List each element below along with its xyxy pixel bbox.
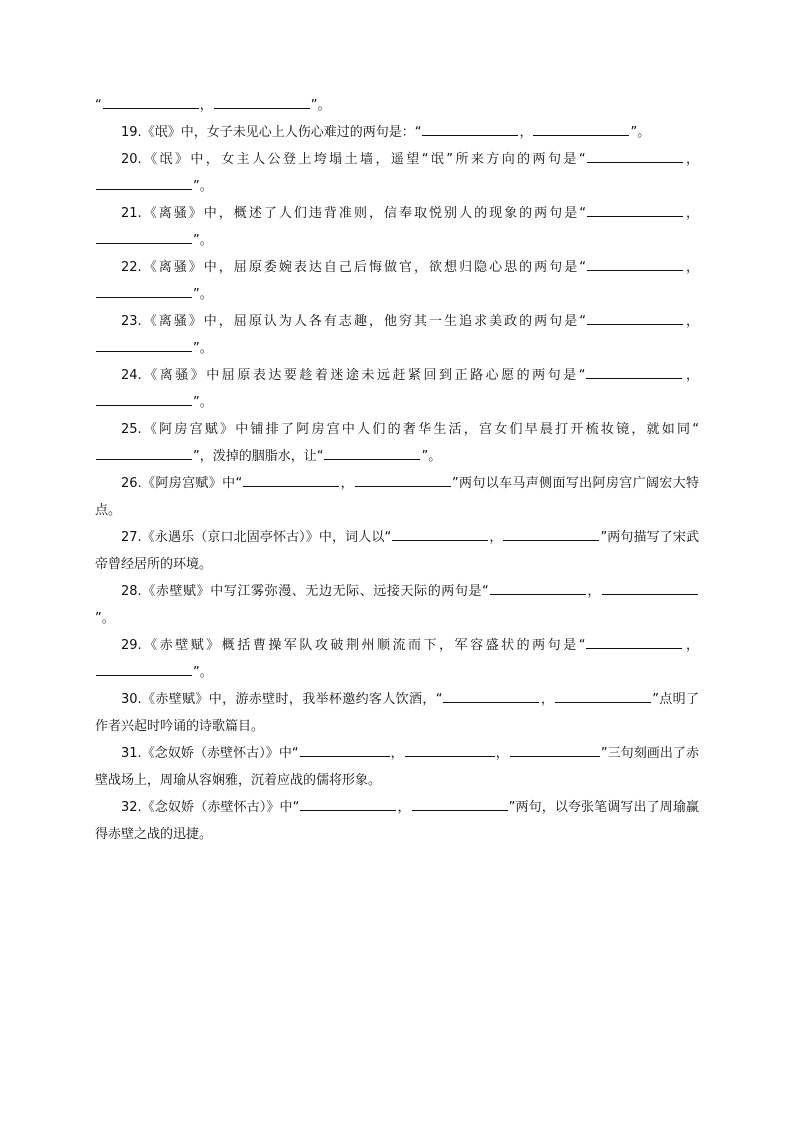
answer-blank[interactable] — [443, 691, 539, 703]
answer-blank[interactable] — [412, 799, 508, 811]
separator: ， — [390, 746, 404, 761]
question-number: 28. — [121, 584, 142, 599]
question-number: 23. — [121, 314, 142, 329]
answer-blank[interactable] — [490, 583, 586, 595]
question-text: 《永遇乐（京口北固亭怀古）》中，词人以“ — [141, 530, 392, 545]
question-number: 24. — [121, 368, 142, 383]
question-text: ”两句以车马声侧面写出阿房宫广阔宏大特点。 — [95, 476, 699, 518]
question-text: ”。 — [193, 179, 213, 194]
separator: ， — [683, 152, 699, 167]
question-text: ”。 — [193, 665, 213, 680]
question-text: 《念奴娇（赤壁怀古）》中“ — [141, 800, 300, 815]
question-text: ”点明了作者兴起时吟诵的诗歌篇目。 — [95, 692, 699, 734]
question-26 — [95, 470, 699, 524]
answer-blank[interactable] — [587, 259, 683, 271]
worksheet-page — [95, 92, 699, 848]
separator: ， — [495, 746, 509, 761]
answer-blank[interactable] — [555, 691, 651, 703]
question-number: 19. — [121, 125, 142, 140]
separator: ， — [340, 476, 354, 491]
question-32 — [95, 794, 699, 848]
question-text: ”两句，以夸张笔调写出了周瑜赢得赤壁之战的迅捷。 — [95, 800, 699, 842]
question-number: 20. — [121, 152, 142, 167]
question-text: 《赤壁赋》中写江雾弥漫、无边无际、远接天际的两句是“ — [141, 584, 489, 599]
question-text: ”。 — [193, 233, 213, 248]
question-text: ”。 — [193, 395, 213, 410]
question-22 — [95, 254, 699, 308]
question-18-continuation — [95, 92, 699, 119]
answer-blank[interactable] — [214, 97, 310, 109]
question-27 — [95, 524, 699, 578]
separator: ， — [683, 638, 699, 653]
answer-blank[interactable] — [96, 286, 192, 298]
question-19 — [95, 119, 699, 146]
answer-blank[interactable] — [586, 637, 682, 649]
question-20 — [95, 146, 699, 200]
question-number: 26. — [121, 476, 142, 491]
answer-blank[interactable] — [96, 664, 192, 676]
answer-blank[interactable] — [96, 178, 192, 190]
answer-blank[interactable] — [96, 232, 192, 244]
answer-blank[interactable] — [96, 448, 192, 460]
question-number: 22. — [121, 260, 142, 275]
question-text: ”。 — [630, 125, 651, 140]
question-text: “ — [95, 98, 102, 113]
question-number: 30. — [121, 692, 142, 707]
question-text: 《离骚》中屈原表达要趁着迷途未远赶紧回到正路心愿的两句是“ — [141, 368, 586, 383]
question-text: ”三句刻画出了赤壁战场上，周瑜从容娴雅，沉着应战的儒将形象。 — [95, 746, 699, 788]
answer-blank[interactable] — [96, 340, 192, 352]
question-25 — [95, 416, 699, 470]
question-text: 《离骚》中，屈原认为人各有志趣，他穷其一生追求美政的两句是“ — [141, 314, 586, 329]
question-23 — [95, 308, 699, 362]
answer-blank[interactable] — [533, 124, 629, 136]
question-number: 21. — [121, 206, 142, 221]
separator: ， — [683, 368, 699, 383]
question-text: 《念奴娇（赤壁怀古）》中“ — [141, 746, 299, 761]
answer-blank[interactable] — [324, 448, 420, 460]
question-text: ”。 — [193, 287, 213, 302]
question-number: 27. — [121, 530, 142, 545]
question-text: 《离骚》中，概述了人们违背准则，信奉取悦别人的现象的两句是“ — [141, 206, 586, 221]
question-text: 《离骚》中，屈原委婉表达自己后悔做官，欲想归隐心思的两句是“ — [141, 260, 586, 275]
question-21 — [95, 200, 699, 254]
answer-blank[interactable] — [602, 583, 698, 595]
question-number: 31. — [121, 746, 142, 761]
question-text: 《赤壁赋》中，游赤壁时，我举杯邀约客人饮酒，“ — [141, 692, 443, 707]
answer-blank[interactable] — [586, 367, 682, 379]
question-number: 25. — [121, 422, 142, 437]
question-text: ”。 — [310, 98, 331, 113]
separator: ， — [519, 125, 533, 140]
question-number: 29. — [121, 638, 142, 653]
answer-blank[interactable] — [103, 97, 199, 109]
question-31 — [95, 740, 699, 794]
separator: ， — [397, 800, 411, 815]
answer-blank[interactable] — [510, 745, 600, 757]
answer-blank[interactable] — [587, 313, 683, 325]
question-text: ”。 — [193, 341, 213, 356]
answer-blank[interactable] — [503, 529, 599, 541]
question-number: 32. — [121, 800, 142, 815]
question-text: ”，泼掉的胭脂水，让“ — [193, 449, 324, 464]
answer-blank[interactable] — [243, 475, 339, 487]
separator: ， — [683, 314, 699, 329]
separator: ， — [683, 206, 699, 221]
answer-blank[interactable] — [300, 745, 390, 757]
question-text: 《氓》中，女主人公登上垮塌土墙，遥望“氓”所来方向的两句是“ — [141, 152, 586, 167]
question-text: ”。 — [421, 449, 442, 464]
separator: ， — [586, 584, 601, 599]
answer-blank[interactable] — [392, 529, 488, 541]
question-text: 《赤壁赋》概括曹操军队攻破荆州顺流而下，军容盛状的两句是“ — [141, 638, 586, 653]
question-text: 《阿房宫赋》中“ — [141, 476, 243, 491]
answer-blank[interactable] — [405, 745, 495, 757]
answer-blank[interactable] — [300, 799, 396, 811]
question-text: ”。 — [95, 611, 115, 626]
question-24 — [95, 362, 699, 416]
question-text: ”两句描写了宋武帝曾经居所的环境。 — [95, 530, 699, 572]
question-28 — [95, 578, 699, 632]
question-30 — [95, 686, 699, 740]
answer-blank[interactable] — [587, 205, 683, 217]
answer-blank[interactable] — [96, 394, 192, 406]
answer-blank[interactable] — [355, 475, 451, 487]
separator: ， — [540, 692, 555, 707]
separator: ， — [489, 530, 503, 545]
question-29 — [95, 632, 699, 686]
question-text: 《氓》中，女子未见心上人伤心难过的两句是：“ — [141, 125, 422, 140]
question-text: 《阿房宫赋》中铺排了阿房宫中人们的奢华生活，宫女们早晨打开梳妆镜，就如同“ — [141, 422, 699, 437]
answer-blank[interactable] — [587, 151, 683, 163]
separator: ， — [199, 98, 213, 113]
separator: ， — [683, 260, 699, 275]
answer-blank[interactable] — [422, 124, 518, 136]
